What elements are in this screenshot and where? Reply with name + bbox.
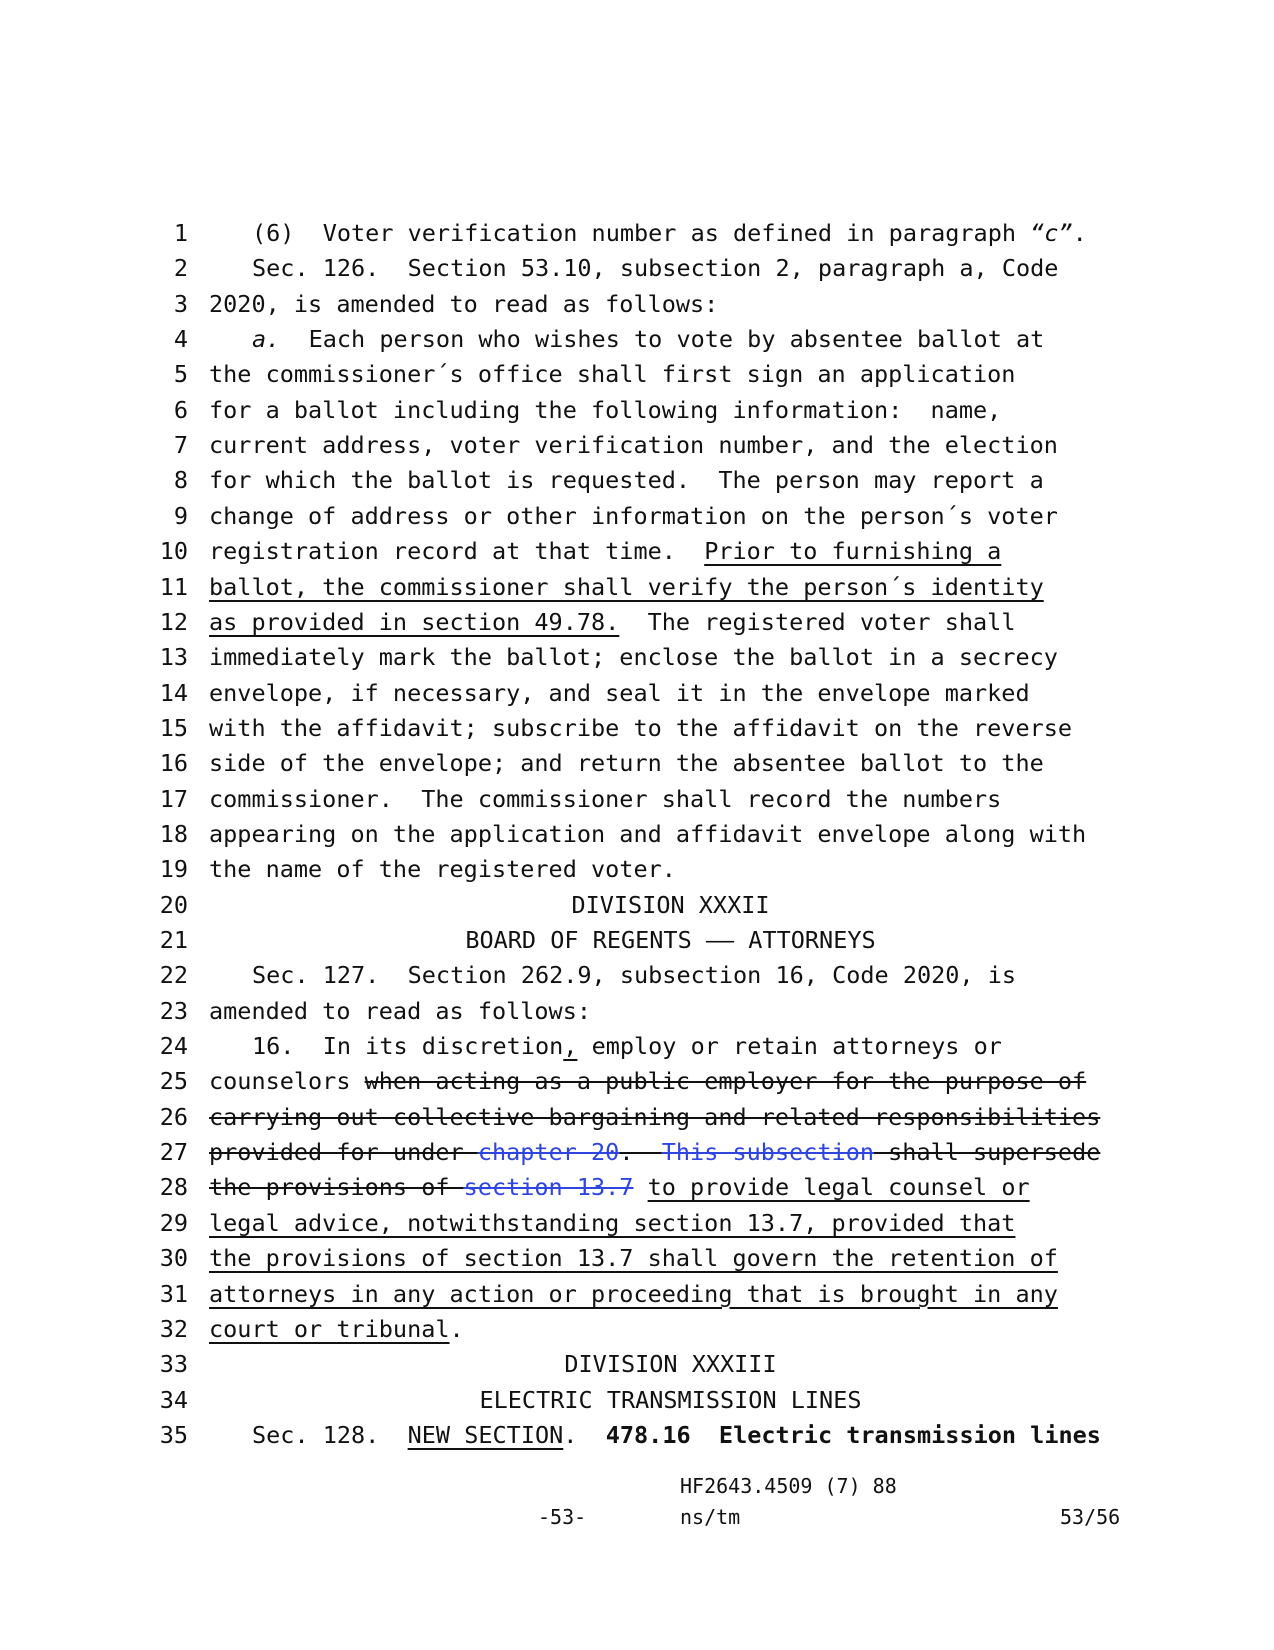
text-segment: 2020, is amended to read as follows:	[209, 289, 719, 318]
line-number: 7	[173, 431, 188, 460]
inserted-text: to provide legal counsel or	[647, 1173, 1030, 1202]
text-segment: counselors	[209, 1067, 365, 1096]
line-text	[209, 1169, 1030, 1206]
text-line	[0, 321, 1274, 358]
line-text	[209, 1205, 1015, 1242]
inserted-text: the provisions of section 13.7 shall govern the retention of	[209, 1244, 1058, 1273]
text-line	[0, 675, 1274, 712]
line-number: 18	[159, 819, 188, 848]
line-number: 24	[159, 1032, 188, 1061]
text-line	[0, 957, 1274, 994]
text-segment: for a ballot including the following information: name,	[209, 395, 1002, 424]
text-segment: employ or retain attorneys or	[577, 1032, 1002, 1061]
line-text	[209, 462, 1044, 499]
text-segment: 478.16 Electric transmission lines	[605, 1420, 1101, 1449]
line-text	[209, 781, 1001, 818]
text-segment: registration record at that time.	[209, 537, 705, 566]
code-reference-link[interactable]: chapter 20	[477, 1138, 620, 1167]
text-segment: Sec. 128.	[252, 1420, 408, 1449]
line-text	[209, 675, 1030, 712]
inserted-text: court or tribunal	[209, 1314, 450, 1343]
line-number: 11	[159, 572, 188, 601]
line-number: 25	[159, 1067, 188, 1096]
text-line	[0, 851, 1274, 888]
line-text	[209, 1311, 464, 1348]
text-segment: BOARD OF REGENTS —— ATTORNEYS	[465, 926, 876, 954]
text-segment: .	[563, 1420, 606, 1449]
text-line	[0, 286, 1274, 323]
inserted-text: NEW SECTION	[407, 1420, 564, 1449]
text-line	[0, 1382, 1274, 1419]
text-line	[0, 816, 1274, 853]
text-line	[0, 1346, 1274, 1383]
line-number: 28	[159, 1173, 188, 1202]
line-number: 14	[159, 678, 188, 707]
code-reference-link[interactable]: This subsection	[661, 1138, 874, 1167]
text-line	[0, 356, 1274, 393]
text-line	[0, 993, 1274, 1030]
line-text	[209, 392, 1001, 429]
text-segment: Sec. 127. Section 262.9, subsection 16, Code 2020, is	[252, 961, 1017, 990]
line-number: 27	[159, 1138, 188, 1167]
line-number: 6	[173, 395, 188, 424]
text-segment: current address, voter verification number, and the election	[209, 431, 1058, 460]
text-line	[0, 462, 1274, 499]
text-line	[0, 1134, 1274, 1171]
line-number: 5	[173, 360, 188, 389]
line-number: 19	[159, 855, 188, 884]
bill-id: HF2643.4509 (7) 88	[680, 1474, 897, 1498]
text-line	[0, 1417, 1274, 1454]
text-line	[0, 1063, 1274, 1100]
page-of-total: 53/56	[1060, 1505, 1121, 1529]
line-number: 13	[159, 643, 188, 672]
struck-text: when acting as a public employer for the purpose of	[364, 1067, 1087, 1096]
inserted-text: Prior to furnishing a	[704, 537, 1002, 566]
text-line	[0, 1276, 1274, 1313]
line-text	[252, 250, 1058, 287]
division-heading	[209, 922, 1132, 959]
text-line	[0, 1205, 1274, 1242]
line-text	[209, 1099, 1100, 1136]
code-reference-link[interactable]: section 13.7	[463, 1173, 634, 1202]
line-text	[209, 851, 676, 888]
text-segment: the commissioner´s office shall first sign an application	[209, 360, 1016, 389]
text-segment: appearing on the application and affidavit envelope along with	[209, 819, 1087, 848]
text-segment: ELECTRIC TRANSMISSION LINES	[479, 1385, 862, 1414]
text-line	[0, 639, 1274, 676]
line-number: 23	[159, 996, 188, 1025]
text-line	[0, 427, 1274, 464]
line-number: 9	[173, 501, 188, 530]
text-segment: side of the envelope; and return the absentee ballot to the	[209, 749, 1044, 778]
text-segment: the name of the registered voter.	[209, 855, 676, 884]
text-segment: Each person who wishes to vote by absentee ballot at	[280, 325, 1045, 354]
line-text	[209, 1276, 1058, 1313]
inserted-text: attorneys in any action or proceeding that is brought in any	[209, 1279, 1058, 1308]
text-line	[0, 250, 1274, 287]
line-number: 15	[159, 713, 188, 742]
line-number: 22	[159, 961, 188, 990]
text-line	[0, 392, 1274, 429]
struck-text: carrying out collective bargaining and related responsibilities	[209, 1102, 1101, 1131]
text-line	[0, 710, 1274, 747]
line-text	[209, 569, 1044, 606]
text-segment: 16. In its discretion	[252, 1032, 564, 1061]
text-line	[0, 1099, 1274, 1136]
text-line	[0, 533, 1274, 570]
line-text	[209, 1063, 1086, 1100]
line-text	[209, 498, 1058, 535]
text-line	[0, 1311, 1274, 1348]
line-text	[209, 1240, 1058, 1277]
line-text	[209, 356, 1015, 393]
line-text	[209, 604, 1015, 641]
struck-text: provided for under	[209, 1138, 478, 1167]
text-line	[0, 1169, 1274, 1206]
division-heading	[209, 1382, 1132, 1419]
text-segment: .	[1072, 219, 1087, 247]
struck-text: the provisions of	[209, 1173, 464, 1202]
text-segment: DIVISION XXXIII	[564, 1350, 777, 1379]
text-line	[0, 745, 1274, 782]
division-heading	[209, 1346, 1132, 1383]
text-segment	[633, 1173, 647, 1201]
line-number: 31	[159, 1279, 188, 1308]
line-text	[209, 710, 1072, 747]
line-number: 34	[159, 1385, 188, 1414]
text-segment: immediately mark the ballot; enclose the ballot in a secrecy	[209, 643, 1058, 672]
line-number: 35	[159, 1420, 188, 1449]
text-segment: .	[449, 1314, 464, 1343]
line-number: 32	[159, 1314, 188, 1343]
text-line	[0, 922, 1274, 959]
line-text	[209, 286, 718, 323]
line-text	[209, 427, 1058, 464]
page-number: -53-	[538, 1505, 587, 1529]
line-number: 26	[159, 1102, 188, 1131]
text-segment: (6) Voter verification number as defined in paragraph	[252, 219, 1031, 247]
line-text	[252, 957, 1016, 994]
text-segment: “c”	[1030, 219, 1073, 247]
line-number: 3	[173, 289, 188, 318]
line-text	[209, 533, 1001, 570]
line-text	[252, 215, 1087, 252]
text-segment: DIVISION XXXII	[571, 890, 770, 919]
text-segment: amended to read as follows:	[209, 996, 592, 1025]
line-number: 33	[159, 1350, 188, 1379]
text-line	[0, 215, 1274, 252]
text-line	[0, 1240, 1274, 1277]
division-heading	[209, 887, 1132, 924]
struck-text: .	[619, 1138, 662, 1167]
text-line	[0, 781, 1274, 818]
text-segment: The registered voter shall	[619, 607, 1016, 636]
line-number: 17	[159, 784, 188, 813]
text-segment: a.	[252, 325, 281, 354]
line-text	[209, 1134, 1100, 1171]
line-number: 12	[159, 607, 188, 636]
line-number: 21	[159, 926, 188, 954]
line-number: 4	[173, 325, 188, 354]
line-number: 8	[173, 466, 188, 495]
line-number: 1	[173, 219, 188, 247]
text-line	[0, 569, 1274, 606]
line-number: 16	[159, 749, 188, 778]
text-line	[0, 887, 1274, 924]
struck-text: shall supersede	[874, 1138, 1101, 1167]
inserted-text: as provided in section 49.78.	[209, 607, 620, 636]
text-segment: with the affidavit; subscribe to the affidavit on the reverse	[209, 713, 1073, 742]
line-text	[209, 993, 591, 1030]
text-line	[0, 498, 1274, 535]
line-number: 2	[173, 254, 188, 283]
line-text	[209, 816, 1086, 853]
text-line	[0, 604, 1274, 641]
line-number: 29	[159, 1208, 188, 1237]
drafter-initials: ns/tm	[680, 1505, 741, 1529]
inserted-text: ballot, the commissioner shall verify the person´s identity	[209, 572, 1044, 601]
inserted-text: legal advice, notwithstanding section 13.7, provided that	[209, 1208, 1016, 1237]
line-text	[209, 639, 1058, 676]
inserted-text: ,	[563, 1032, 578, 1061]
line-text	[252, 1028, 1002, 1065]
text-segment: change of address or other information on the person´s voter	[209, 501, 1058, 530]
text-segment: commissioner. The commissioner shall record the numbers	[209, 784, 1002, 813]
line-number: 30	[159, 1244, 188, 1273]
text-segment: envelope, if necessary, and seal it in the envelope marked	[209, 678, 1030, 707]
line-number: 20	[159, 890, 188, 919]
line-text	[252, 1417, 1101, 1454]
text-line	[0, 1028, 1274, 1065]
line-number: 10	[159, 537, 188, 566]
text-segment: for which the ballot is requested. The person may report a	[209, 466, 1044, 495]
line-text	[209, 745, 1044, 782]
line-text	[252, 321, 1044, 358]
text-segment: Sec. 126. Section 53.10, subsection 2, paragraph a, Code	[252, 254, 1059, 283]
